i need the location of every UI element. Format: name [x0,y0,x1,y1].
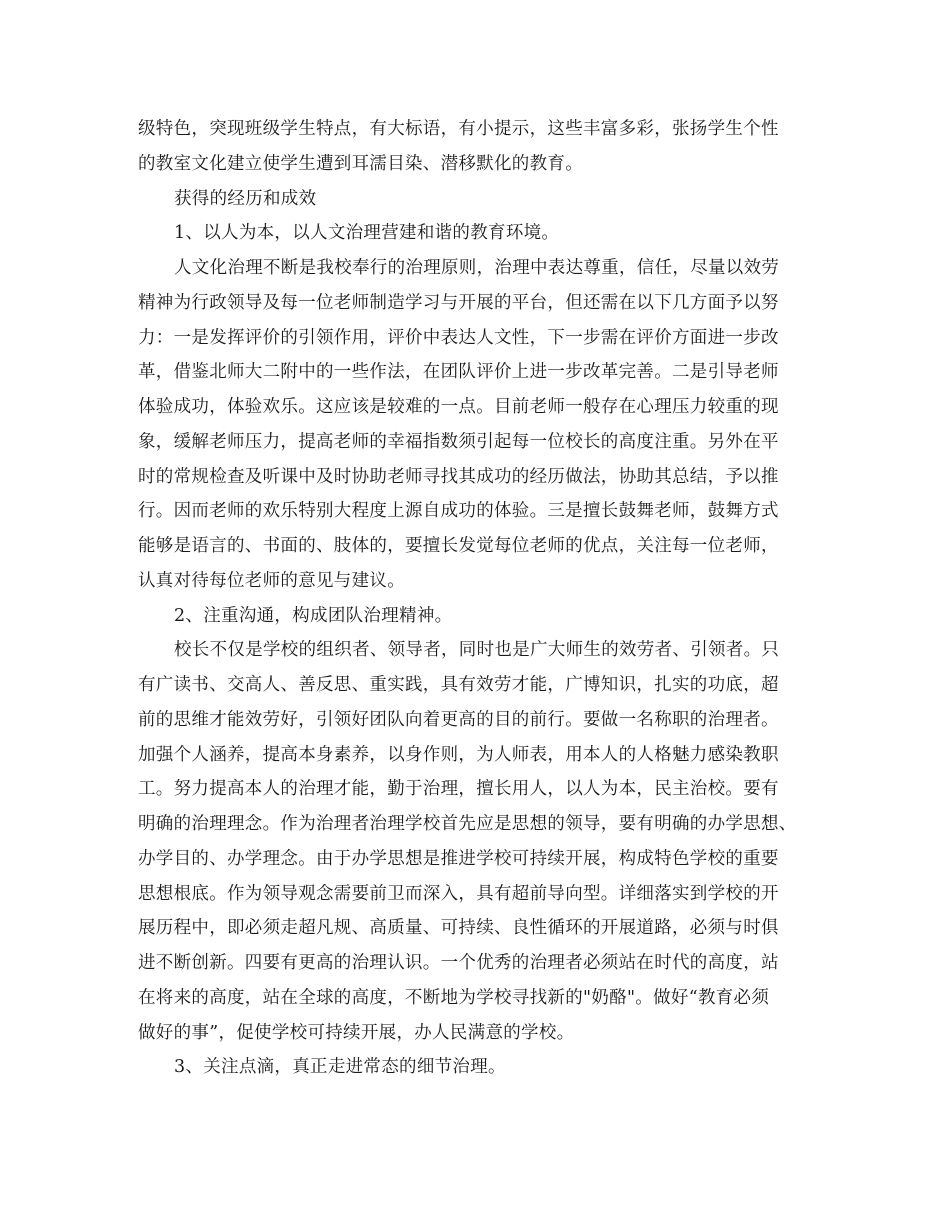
document-text-line: 做好的事”，促使学校可持续开展，办人民满意的学校。 [138,1022,575,1043]
document-text-line: 时的常规检查及听课中及时协助老师寻找其成功的经历做法，协助其总结，予以推 [138,466,779,487]
document-text-line: 获得的经历和成效 [174,188,317,209]
document-text-line: 明确的治理理念。作为治理者治理学校首先应是思想的领导，要有明确的办学思想、 [138,814,797,834]
document-body [138,112,828,1085]
document-text-line: 展历程中，即必须走超凡规、高质量、可持续、良性循环的开展道路，必须与时俱 [138,918,779,939]
document-text-line: 思想根底。作为领导观念需要前卫而深入，具有超前导向型。详细落实到学校的开 [138,883,779,904]
document-text-line: 行。因而老师的欢乐特别大程度上源自成功的体验。三是擅长鼓舞老师，鼓舞方式 [138,501,779,522]
document-text-line: 精神为行政领导及每一位老师制造学习与开展的平台，但还需在以下几方面予以努 [138,292,779,313]
document-text-line: 3、关注点滴，真正走进常态的细节治理。 [174,1057,506,1078]
document-text-line: 校长不仅是学校的组织者、领导者，同时也是广大师生的效劳者、引领者。只 [174,640,780,661]
document-text-line: 级特色，突现班级学生特点，有大标语，有小提示，这些丰富多彩，张扬学生个性 [138,119,779,139]
document-text-line: 工。努力提高本人的治理才能，勤于治理，擅长用人，以人为本，民主治校。要有 [138,779,779,800]
document-text-line: 人文化治理不断是我校奉行的治理原则，治理中表达尊重，信任，尽量以效劳 [174,258,780,278]
document-text-line: 在将来的高度，站在全球的高度，不断地为学校寻找新的"奶酪"。做好“教育必须 [138,987,770,1008]
document-text-line: 能够是语言的、书面的、肢体的，要擅长发觉每位老师的优点，关注每一位老师， [138,536,779,556]
document-text-line: 力：一是发挥评价的引领作用，评价中表达人文性，下一步需在评价方面进一步改 [138,327,779,348]
document-text-line: 象，缓解老师压力，提高老师的幸福指数须引起每一位校长的高度注重。另外在平 [138,431,779,452]
document-text-line: 前的思维才能效劳好，引领好团队向着更高的目的前行。要做一名称职的治理者。 [138,709,779,730]
document-text-line: 有广读书、交高人、善反思、重实践，具有效劳才能，广博知识，扎实的功底，超 [138,675,779,695]
document-text-line: 的教室文化建立使学生遭到耳濡目染、潜移默化的教育。 [138,153,583,174]
document-text-line: 1、以人为本，以人文治理营建和谐的教育环境。 [174,223,560,244]
document-text-line: 加强个人涵养，提高本身素养，以身作则，为人师表，用本人的人格魅力感染教职 [138,744,779,765]
document-text-line: 2、注重沟通，构成团队治理精神。 [174,605,453,626]
document-text-line: 体验成功，体验欢乐。这应该是较难的一点。目前老师一般存在心理压力较重的现 [138,397,779,417]
document-text-line: 进不断创新。四要有更高的治理认识。一个优秀的治理者必须站在时代的高度，站 [138,953,779,973]
document-text-line: 办学目的、办学理念。由于办学思想是推进学校可持续开展，构成特色学校的重要 [138,848,779,869]
document-text-line: 认真对待每位老师的意见与建议。 [138,570,405,591]
document-text-line: 革，借鉴北师大二附中的一些作法，在团队评价上进一步改革完善。二是引导老师 [138,362,779,383]
